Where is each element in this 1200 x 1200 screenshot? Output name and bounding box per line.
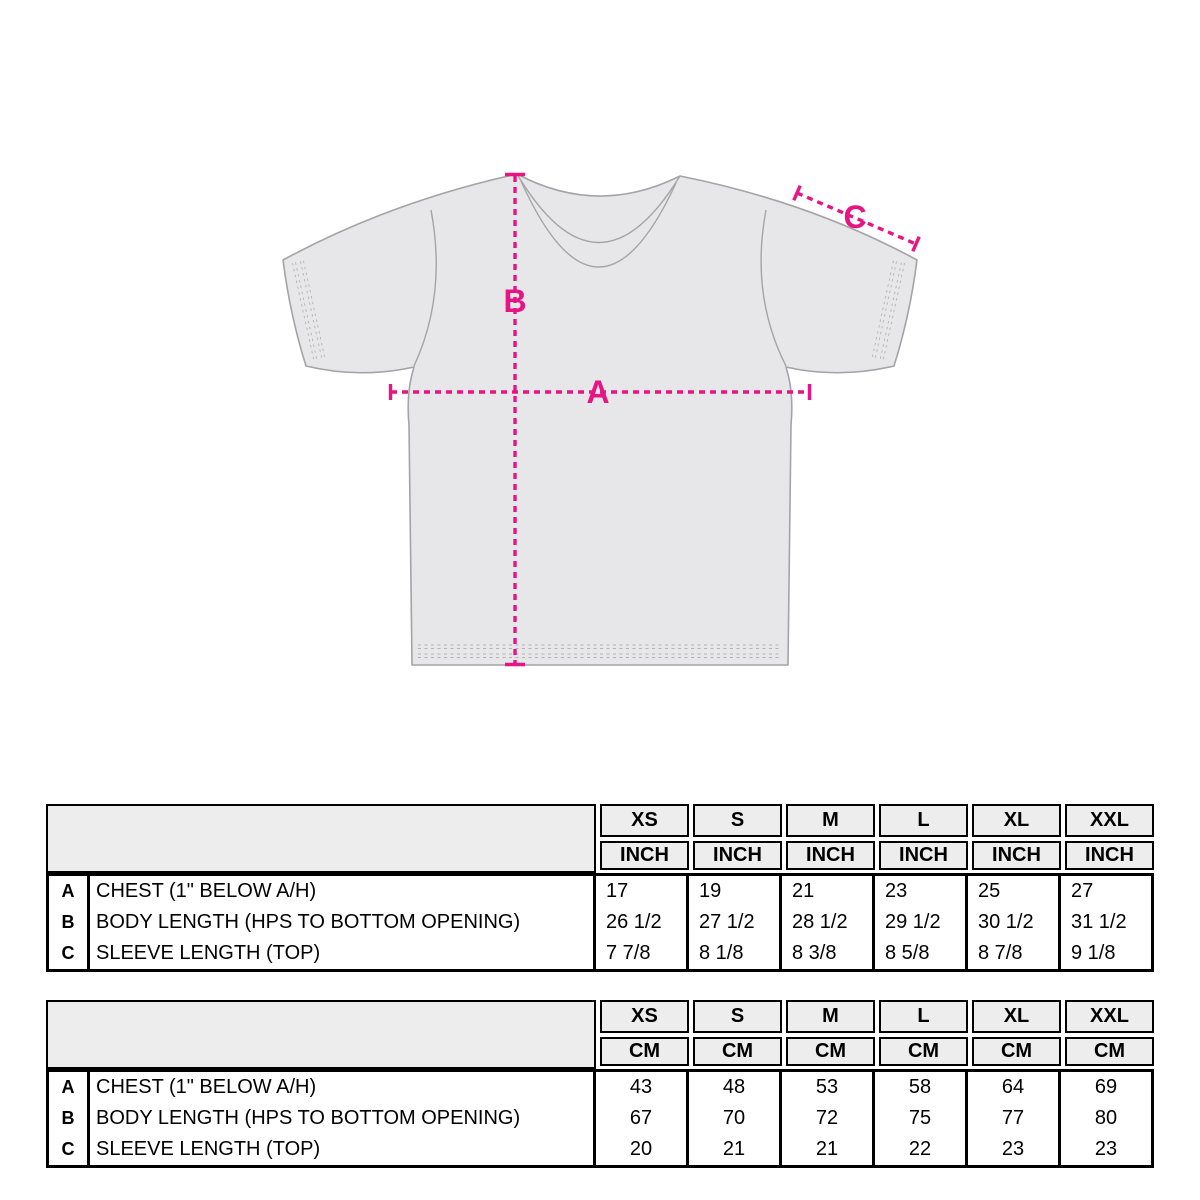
size-col-header: XS	[600, 1000, 689, 1033]
row-letter: C	[61, 1139, 75, 1159]
measure-b-label: B	[503, 283, 527, 319]
values-column-xl	[965, 1072, 1058, 1165]
unit-header: CM	[1065, 1037, 1154, 1066]
measurement-value: 21	[792, 880, 815, 902]
measurement-value: 27 1/2	[699, 911, 755, 933]
measurement-value: 7 7/8	[606, 942, 651, 964]
values-column-xl	[965, 876, 1058, 969]
size-chart-table-inch	[46, 804, 1154, 972]
size-col-header: M	[786, 804, 875, 837]
measurement-value: 53	[815, 1076, 839, 1098]
measurement-value: 64	[1001, 1076, 1025, 1098]
measurement-value: 67	[629, 1107, 653, 1129]
row-label-column	[87, 1072, 593, 1165]
values-column-s	[686, 876, 779, 969]
measurement-value: 31 1/2	[1071, 911, 1127, 933]
measurement-value: 21	[722, 1138, 746, 1160]
measurement-value: 75	[908, 1107, 932, 1129]
measurement-value: 72	[815, 1107, 839, 1129]
measurement-value: 43	[629, 1076, 653, 1098]
row-letter: A	[61, 881, 75, 901]
measurement-value: 80	[1094, 1107, 1118, 1129]
values-column-m	[779, 1072, 872, 1165]
size-col-header: XXL	[1065, 804, 1154, 837]
measurement-value: 23	[1094, 1138, 1118, 1160]
size-col-header: S	[693, 1000, 782, 1033]
measure-c-label: C	[843, 199, 867, 235]
row-label: CHEST (1" BELOW A/H)	[96, 880, 317, 902]
row-letter: B	[61, 912, 75, 932]
inch-table-body	[46, 873, 1154, 972]
row-letter-column	[49, 876, 87, 969]
unit-header: CM	[693, 1037, 782, 1066]
row-letter: A	[61, 1077, 75, 1097]
size-col-header: S	[693, 804, 782, 837]
row-label: BODY LENGTH (HPS TO BOTTOM OPENING)	[96, 1107, 521, 1129]
measurement-value: 9 1/8	[1071, 942, 1116, 964]
size-col-header: XL	[972, 804, 1061, 837]
values-column-xs	[593, 876, 686, 969]
measurement-value: 8 7/8	[978, 942, 1023, 964]
measurement-value: 17	[606, 880, 629, 902]
measurement-value: 8 3/8	[792, 942, 837, 964]
measurement-value: 8 5/8	[885, 942, 930, 964]
unit-header: INCH	[600, 841, 689, 870]
values-column-xs	[593, 1072, 686, 1165]
measurement-value: 22	[908, 1138, 932, 1160]
measurement-value: 27	[1071, 880, 1094, 902]
row-letter: C	[61, 943, 75, 963]
unit-header: INCH	[972, 841, 1061, 870]
size-col-header: L	[879, 1000, 968, 1033]
measure-a-label: A	[586, 374, 610, 410]
size-chart-table-cm	[46, 1000, 1154, 1168]
unit-header: CM	[972, 1037, 1061, 1066]
cm-table-header	[46, 1000, 1154, 1069]
values-column-l	[872, 876, 965, 969]
measurement-value: 8 1/8	[699, 942, 744, 964]
cm-table-body	[46, 1069, 1154, 1168]
measurement-value: 23	[1001, 1138, 1025, 1160]
values-column-s	[686, 1072, 779, 1165]
inch-header-empty-cell	[46, 804, 596, 873]
inch-table-header	[46, 804, 1154, 873]
unit-header: INCH	[693, 841, 782, 870]
size-col-header: XL	[972, 1000, 1061, 1033]
unit-header: CM	[600, 1037, 689, 1066]
unit-header: INCH	[879, 841, 968, 870]
size-col-header: XS	[600, 804, 689, 837]
unit-header: INCH	[1065, 841, 1154, 870]
row-label: BODY LENGTH (HPS TO BOTTOM OPENING)	[96, 911, 521, 933]
measurement-value: 70	[722, 1107, 746, 1129]
measurement-value: 23	[885, 880, 908, 902]
unit-header: CM	[879, 1037, 968, 1066]
measurement-value: 19	[699, 880, 722, 902]
values-column-m	[779, 876, 872, 969]
measurement-value: 28 1/2	[792, 911, 848, 933]
row-label: CHEST (1" BELOW A/H)	[96, 1076, 317, 1098]
measurement-value: 48	[722, 1076, 746, 1098]
measurement-value: 21	[815, 1138, 839, 1160]
measurement-value: 20	[629, 1138, 653, 1160]
row-label-column	[87, 876, 593, 969]
values-column-xxl	[1058, 876, 1151, 969]
measurement-value: 77	[1001, 1107, 1025, 1129]
unit-header: CM	[786, 1037, 875, 1066]
tshirt-outline	[283, 174, 917, 665]
size-col-header: M	[786, 1000, 875, 1033]
measurement-value: 58	[908, 1076, 932, 1098]
size-col-header: L	[879, 804, 968, 837]
measurement-value: 30 1/2	[978, 911, 1034, 933]
unit-header: INCH	[786, 841, 875, 870]
row-letter-column	[49, 1072, 87, 1165]
row-label: SLEEVE LENGTH (TOP)	[96, 1138, 321, 1160]
row-letter: B	[61, 1108, 75, 1128]
measurement-value: 29 1/2	[885, 911, 941, 933]
cm-header-empty-cell	[46, 1000, 596, 1069]
size-col-header: XXL	[1065, 1000, 1154, 1033]
measurement-value: 25	[978, 880, 1001, 902]
values-column-xxl	[1058, 1072, 1151, 1165]
measurement-value: 26 1/2	[606, 911, 662, 933]
measurement-value: 69	[1094, 1076, 1118, 1098]
row-label: SLEEVE LENGTH (TOP)	[96, 942, 321, 964]
values-column-l	[872, 1072, 965, 1165]
